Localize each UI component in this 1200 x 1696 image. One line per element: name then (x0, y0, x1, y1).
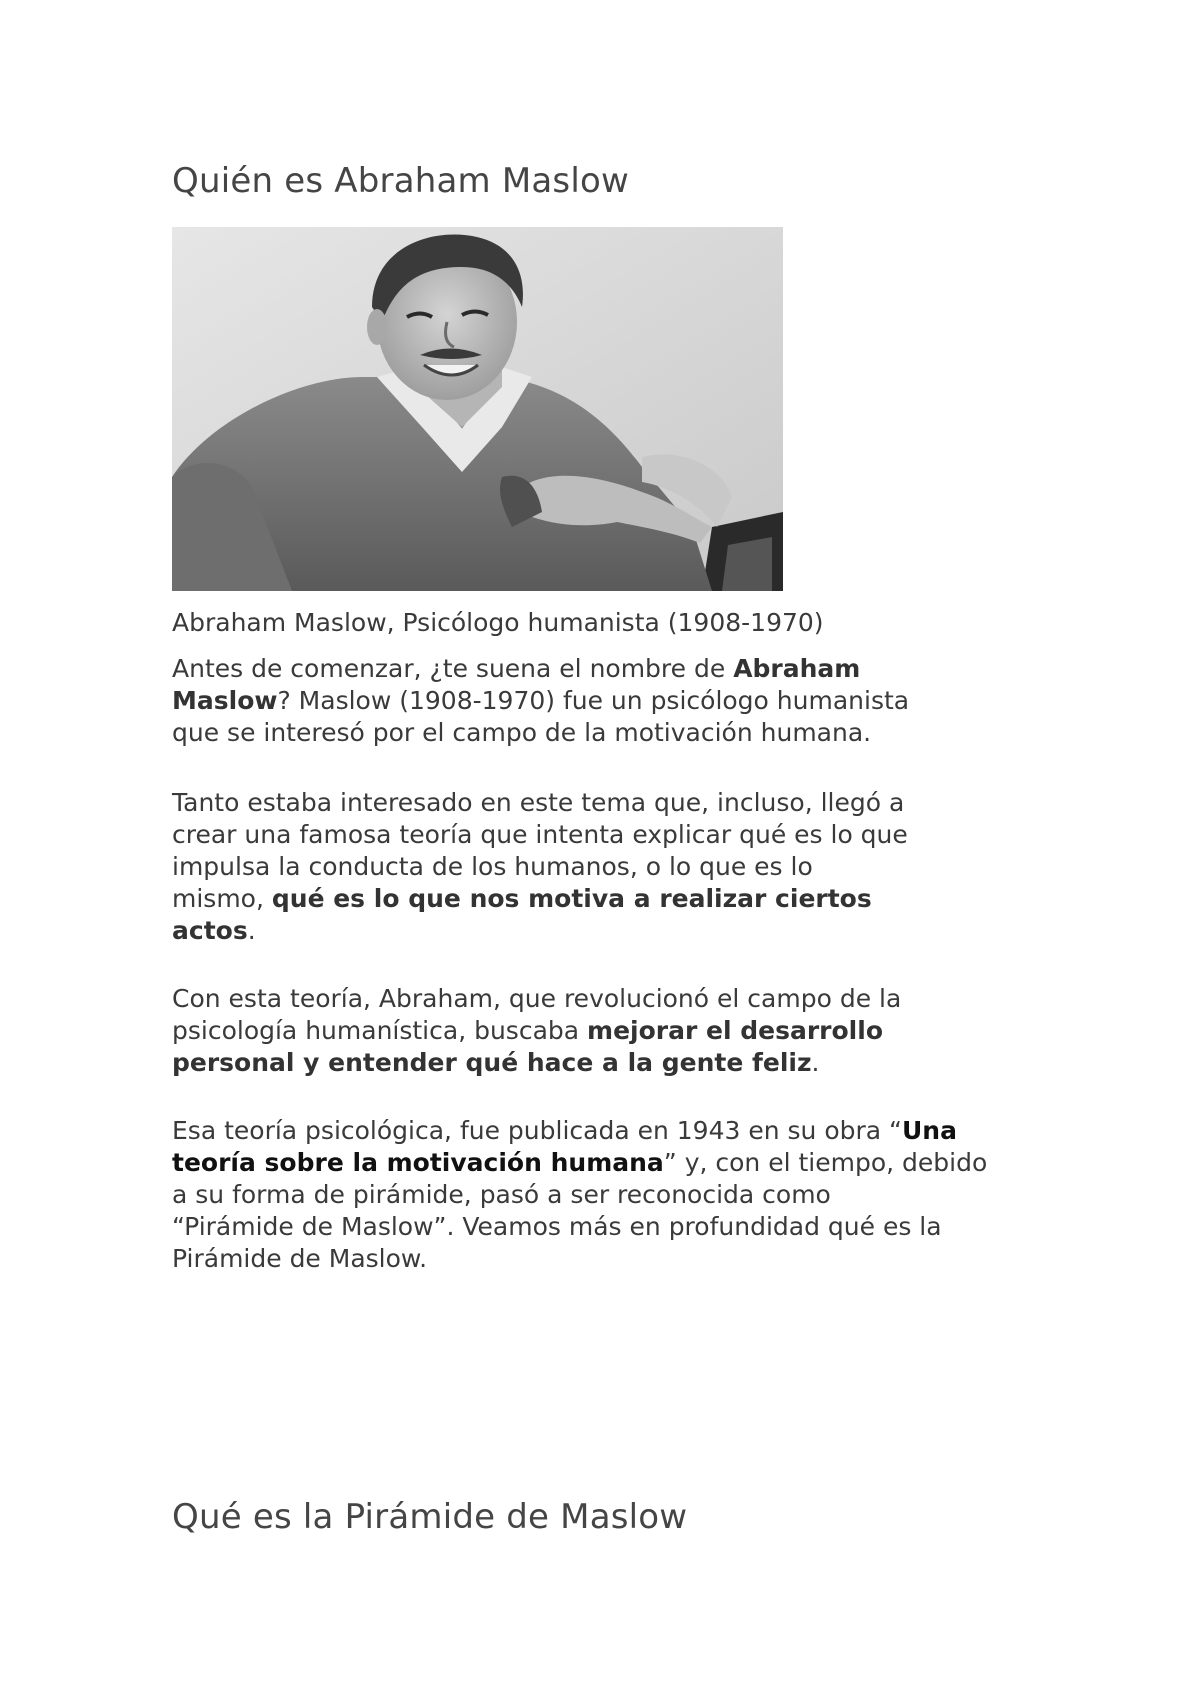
text-run: ? Maslow (1908-1970) fue un psicólogo humanista (277, 686, 910, 715)
text-run: psicología humanística, buscaba (172, 1016, 588, 1045)
text-line (172, 685, 1052, 717)
text-line: Con esta teoría, Abraham, que revolucionó el campo de la (172, 984, 902, 1013)
paragraph-theory (172, 787, 1052, 947)
text-run: . (247, 916, 256, 945)
paragraph-humanistic (172, 983, 1052, 1079)
text-line: “Pirámide de Maslow”. Veamos más en profundidad qué es la (172, 1212, 942, 1241)
text-line: que se interesó por el campo de la motivación humana. (172, 718, 872, 747)
text-run: Esa teoría psicológica, fue publicada en 1943 en su obra “ (172, 1116, 902, 1145)
text-run: mismo, (172, 884, 272, 913)
bold-text: teoría sobre la motivación humana (172, 1148, 664, 1177)
section-heading-who: Quién es Abraham Maslow (172, 161, 629, 201)
text-line: Tanto estaba interesado en este tema que, incluso, llegó a (172, 788, 905, 817)
text-line (172, 1147, 1052, 1179)
text-run: . (811, 1048, 820, 1077)
text-line: impulsa la conducta de los humanos, o lo que es lo (172, 852, 813, 881)
photo-caption: Abraham Maslow, Psicólogo humanista (1908-1970) (172, 608, 824, 637)
text-line (172, 1047, 1052, 1079)
text-run: Antes de comenzar, ¿te suena el nombre de (172, 654, 734, 683)
text-run: ” y, con el tiempo, debido (663, 1148, 988, 1177)
bold-text: actos (172, 916, 248, 945)
text-line: a su forma de pirámide, pasó a ser reconocida como (172, 1180, 831, 1209)
paragraph-publication (172, 1115, 1052, 1275)
bold-text: personal y entender qué hace a la gente feliz (172, 1048, 812, 1077)
bold-text: Una (902, 1116, 957, 1145)
portrait-photo (172, 227, 783, 591)
bold-text: Maslow (172, 686, 278, 715)
text-line (172, 915, 1052, 947)
text-line (172, 1015, 1052, 1047)
bold-text: Abraham (733, 654, 861, 683)
text-line: Pirámide de Maslow. (172, 1244, 428, 1273)
bold-text: qué es lo que nos motiva a realizar ciertos (271, 884, 872, 913)
paragraph-intro (172, 653, 1052, 749)
portrait-image (172, 227, 783, 591)
section-heading-pyramid: Qué es la Pirámide de Maslow (172, 1497, 688, 1537)
bold-text: mejorar el desarrollo (587, 1016, 883, 1045)
text-line (172, 883, 1052, 915)
text-line: crear una famosa teoría que intenta explicar qué es lo que (172, 820, 908, 849)
text-line (172, 1115, 1052, 1147)
text-line (172, 653, 1052, 685)
